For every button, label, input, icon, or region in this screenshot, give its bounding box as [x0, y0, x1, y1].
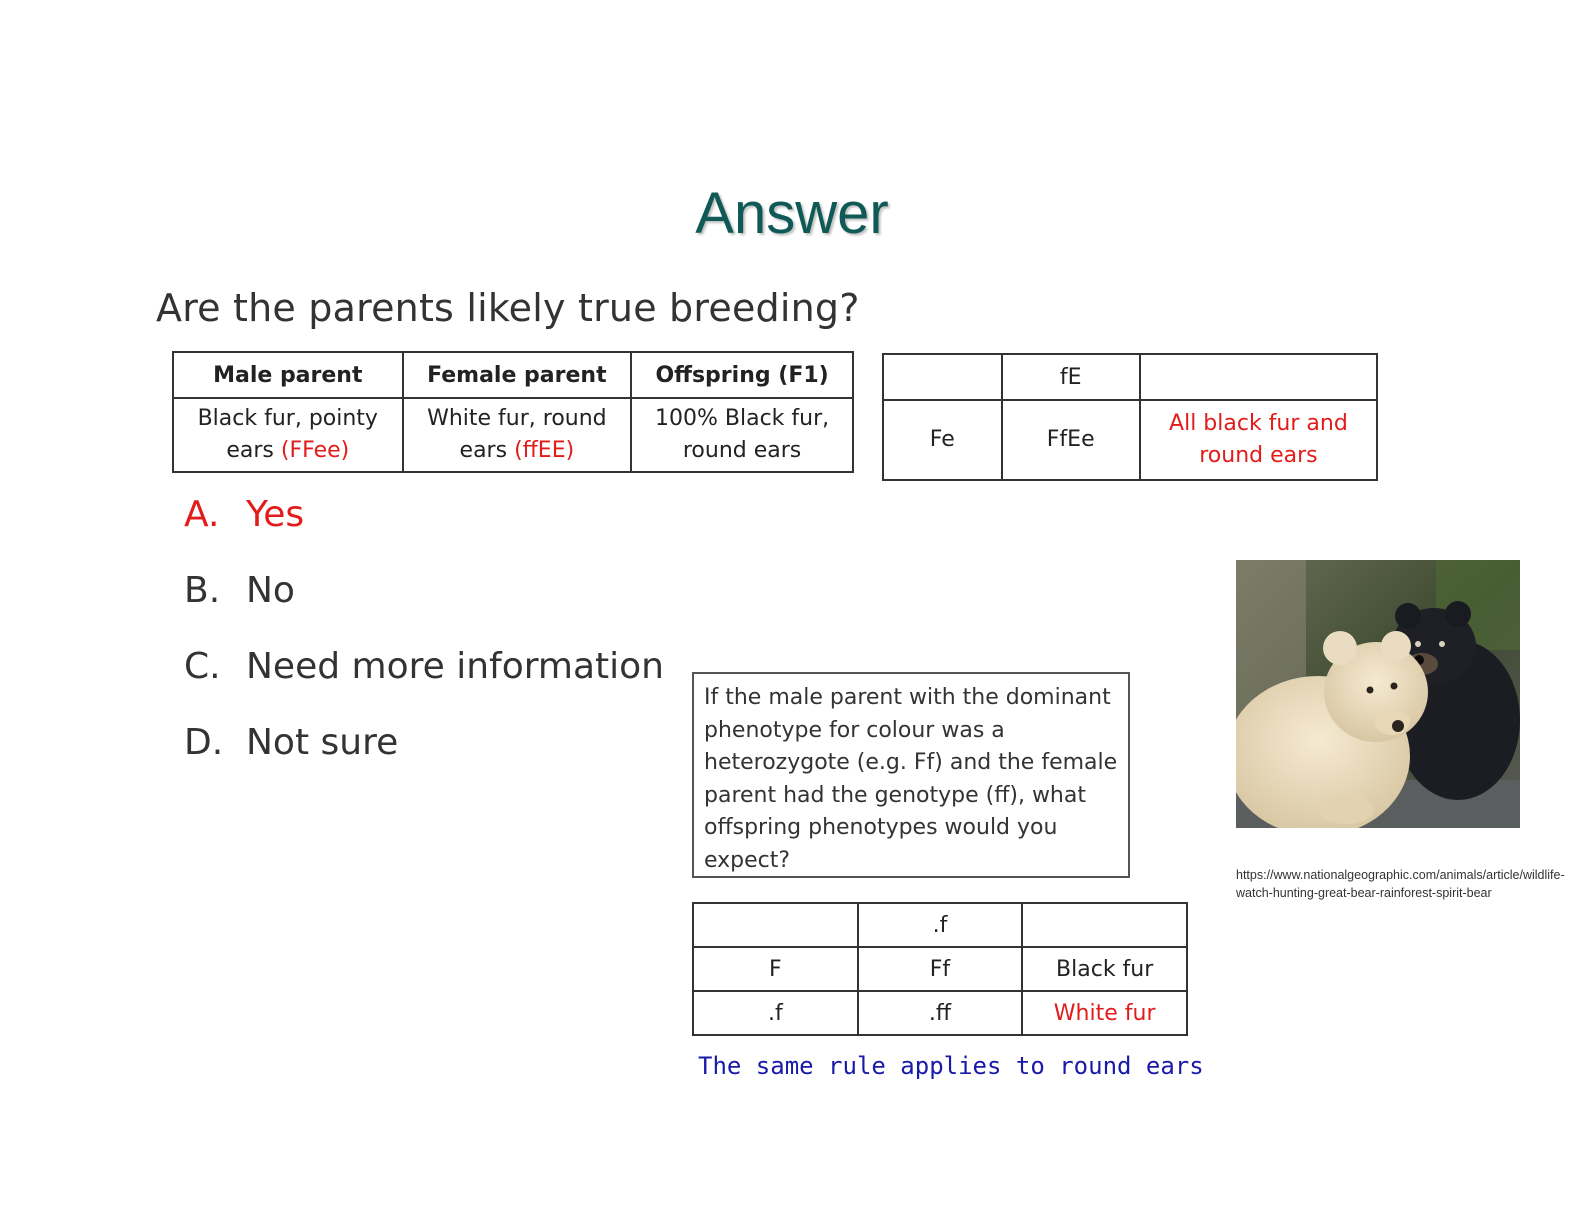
- option-d-letter: D.: [184, 722, 224, 763]
- header-male-parent: Male parent: [173, 352, 403, 398]
- male-parent-cell: [173, 398, 403, 472]
- punnett-2-corner: [693, 903, 858, 947]
- answer-options: [184, 494, 664, 798]
- header-female-parent: Female parent: [403, 352, 632, 398]
- option-c-text: Need more information: [246, 646, 664, 687]
- female-parent-cell: [403, 398, 632, 472]
- punnett-1-phenotype: All black fur and round ears: [1140, 400, 1377, 480]
- offspring-phenotype: 100% Black fur, round ears: [655, 406, 830, 463]
- punnett-2-gamete-header: .f: [858, 903, 1023, 947]
- female-parent-genotype: (ffEE): [514, 438, 575, 463]
- female-parent-phenotype: White fur, round ears: [427, 406, 607, 463]
- parents-table: [172, 351, 854, 473]
- punnett-1-row: [883, 400, 1377, 480]
- punnett-1-genotype: FfEe: [1002, 400, 1140, 480]
- option-a-text: Yes: [246, 494, 305, 535]
- option-b-letter: B.: [184, 570, 221, 611]
- option-a-letter: A.: [184, 494, 220, 535]
- round-ears-note: The same rule applies to round ears: [698, 1052, 1204, 1080]
- punnett-2-row-1: [693, 947, 1187, 991]
- option-b-text: No: [246, 570, 295, 611]
- punnett-2-row-1-phenotype: Black fur: [1022, 947, 1187, 991]
- punnett-2-row-2-phenotype: White fur: [1022, 991, 1187, 1035]
- punnett-1-gamete-row: Fe: [883, 400, 1002, 480]
- bear-cubs-photo: [1236, 560, 1520, 828]
- option-a[interactable]: [184, 494, 664, 570]
- option-d-text: Not sure: [246, 722, 399, 763]
- punnett-2-blank-header: [1022, 903, 1187, 947]
- parents-table-row: [173, 398, 853, 472]
- option-b[interactable]: [184, 570, 664, 646]
- option-c[interactable]: [184, 646, 664, 722]
- option-c-letter: C.: [184, 646, 221, 687]
- header-offspring: Offspring (F1): [631, 352, 853, 398]
- slide-title: Answer: [695, 181, 889, 246]
- punnett-2-row-1-gamete: F: [693, 947, 858, 991]
- followup-question-box: If the male parent with the dominant phenotype for colour was a heterozygote (e.g. Ff) and the female parent had the genotype (ff), what offspring phenotypes would you expect?: [692, 672, 1130, 878]
- punnett-2-row-1-genotype: Ff: [858, 947, 1023, 991]
- punnett-2-row-2-gamete: .f: [693, 991, 858, 1035]
- punnett-2-row-2-genotype: .ff: [858, 991, 1023, 1035]
- punnett-square-1: [882, 353, 1378, 481]
- punnett-square-2: [692, 902, 1188, 1036]
- punnett-2-header-row: [693, 903, 1187, 947]
- punnett-1-blank-header: [1140, 354, 1377, 400]
- parents-table-header-row: [173, 352, 853, 398]
- punnett-1-header-row: [883, 354, 1377, 400]
- punnett-1-gamete-header: fE: [1002, 354, 1140, 400]
- punnett-2-row-2: [693, 991, 1187, 1035]
- male-parent-genotype: (FFee): [280, 438, 350, 463]
- question-text: Are the parents likely true breeding?: [156, 286, 860, 330]
- offspring-cell: [631, 398, 853, 472]
- option-d[interactable]: [184, 722, 664, 798]
- photo-source-url: https://www.nationalgeographic.com/animals/article/wildlife-watch-hunting-great-bear-rainforest-spirit-bear: [1236, 868, 1565, 900]
- punnett-1-corner: [883, 354, 1002, 400]
- male-parent-phenotype: Black fur, pointy ears: [197, 406, 378, 463]
